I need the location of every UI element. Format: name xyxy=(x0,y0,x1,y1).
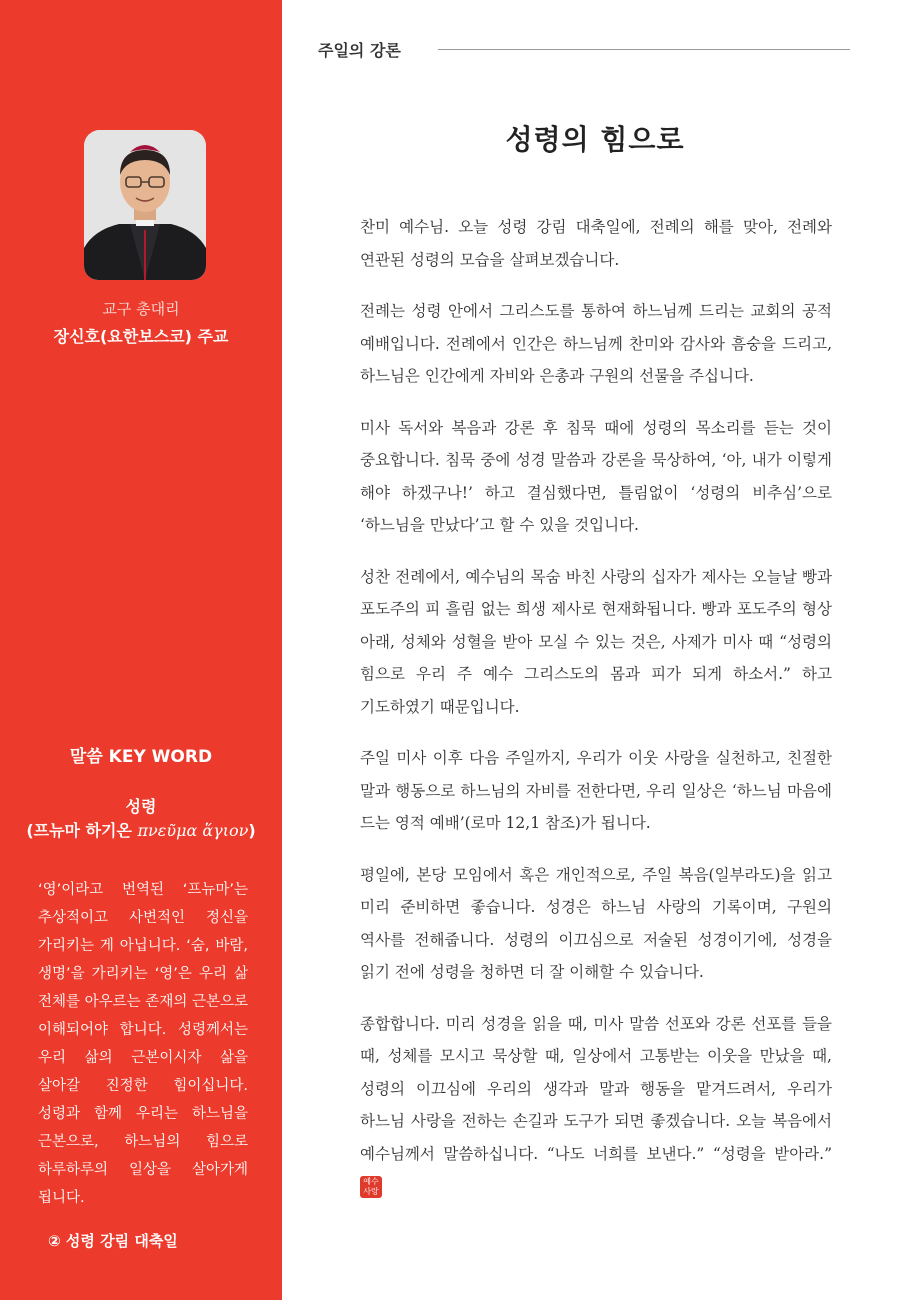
article-paragraph-2: 전례는 성령 안에서 그리스도를 통하여 하느님께 드리는 교회의 공적 예배입니다. 전례에서 인간은 하느님께 찬미와 감사와 흠숭을 드리고, 하느님은 인간에게 자비와 은총과 구원의 선물을 주십니다. xyxy=(360,302,832,385)
article-paragraph-5: 주일 미사 이후 다음 주일까지, 우리가 이웃 사랑을 실천하고, 친절한 말과 행동으로 하느님의 자비를 전한다면, 우리 일상은 ‘하느님 마음에 드는 영적 예배’(로마 12,1 참조)가 됩니다. xyxy=(360,749,832,832)
author-portrait-illustration xyxy=(84,130,206,280)
article-paragraph-1: 찬미 예수님. 오늘 성령 강림 대축일에, 전례의 해를 맞아, 전례와 연관된 성령의 모습을 살펴보겠습니다. xyxy=(360,218,832,269)
end-seal-icon: 예수 사랑 xyxy=(360,1176,382,1198)
author-photo xyxy=(84,130,206,280)
keyword-transliteration-korean: (프뉴마 하기온 xyxy=(26,821,138,840)
keyword-transliteration xyxy=(0,818,282,841)
sidebar xyxy=(0,0,282,1300)
keyword-greek: πνεῦμα ἅγιον xyxy=(137,821,249,840)
section-label: 주일의 강론 xyxy=(318,41,401,60)
article-paragraph-4: 성찬 전례에서, 예수님의 목숨 바친 사랑의 십자가 제사는 오늘날 빵과 포도주의 피 흘림 없는 희생 제사로 현재화됩니다. 빵과 포도주의 형상 아래, 성체와 성혈을 받아 모실 수 있는 것은, 사제가 미사 때 “성령의 힘으로 우리 주 예수 그리스도의 몸과 피가 되게 하소서.” 하고 기도하였기 때문입니다. xyxy=(360,567,832,716)
header-divider xyxy=(438,49,850,50)
keyword-word: 성령 xyxy=(125,797,157,816)
keyword-description: ‘영’이라고 번역된 ‘프뉴마’는 추상적이고 사변적인 정신을 가리키는 게 아닙니다. ‘숨, 바람, 생명’을 가리키는 ‘영’은 우리 삶 전체를 아우르는 존재의 근본으로 이해되어야 합니다. 성령께서는 우리 삶의 근본이시자 삶을 살아갈 진정한 힘이십니다. 성령과 함께 우리는 하느님을 근본으로, 하느님의 힘으로 하루하루의 일상을 살아가게 됩니다. xyxy=(38,882,248,1206)
keyword-heading: 말씀 KEY WORD xyxy=(69,747,213,767)
article-paragraph-3: 미사 독서와 복음과 강론 후 침묵 때에 성령의 목소리를 듣는 것이 중요합니다. 침묵 중에 성경 말씀과 강론을 묵상하여, ‘아, 내가 이렇게 해야 하겠구나!’ 하고 결심했다면, 틀림없이 ‘성령의 비추심’으로 ‘하느님을 만났다’고 할 수 있을 것입니다. xyxy=(360,418,832,534)
article-paragraph-6: 평일에, 본당 모임에서 혹은 개인적으로, 주일 복음(일부라도)을 읽고 미리 준비하면 좋습니다. 성경은 하느님 사랑의 기록이며, 구원의 역사를 전해줍니다. 성령의 이끄심으로 저술된 성경이기에, 성경을 읽기 전에 성령을 청하면 더 잘 이해할 수 있습니다. xyxy=(360,865,832,981)
author-name: 장신호(요한보스코) 주교 xyxy=(53,327,229,346)
article-body xyxy=(360,211,832,1222)
article-paragraph-7-text: 종합합니다. 미리 성경을 읽을 때, 미사 말씀 선포와 강론 선포를 들을 때, 성체를 모시고 묵상할 때, 일상에서 고통받는 이웃을 만났을 때, 성령의 이끄심에 우리의 생각과 말과 행동을 맡겨드려서, 우리가 하느님 사랑을 전하는 손길과 도구가 되면 좋겠습니다. 오늘 복음에서 예수님께서 말씀하십니다. “나도 너희를 보낸다.” “성령을 받아라.” xyxy=(360,1014,832,1163)
page-label: ② 성령 강림 대축일 xyxy=(48,1232,178,1250)
article-title: 성령의 힘으로 xyxy=(505,123,685,156)
keyword-close-paren: ) xyxy=(248,821,256,840)
article-paragraph-7 xyxy=(360,1008,832,1203)
author-role: 교구 총대리 xyxy=(102,300,180,318)
